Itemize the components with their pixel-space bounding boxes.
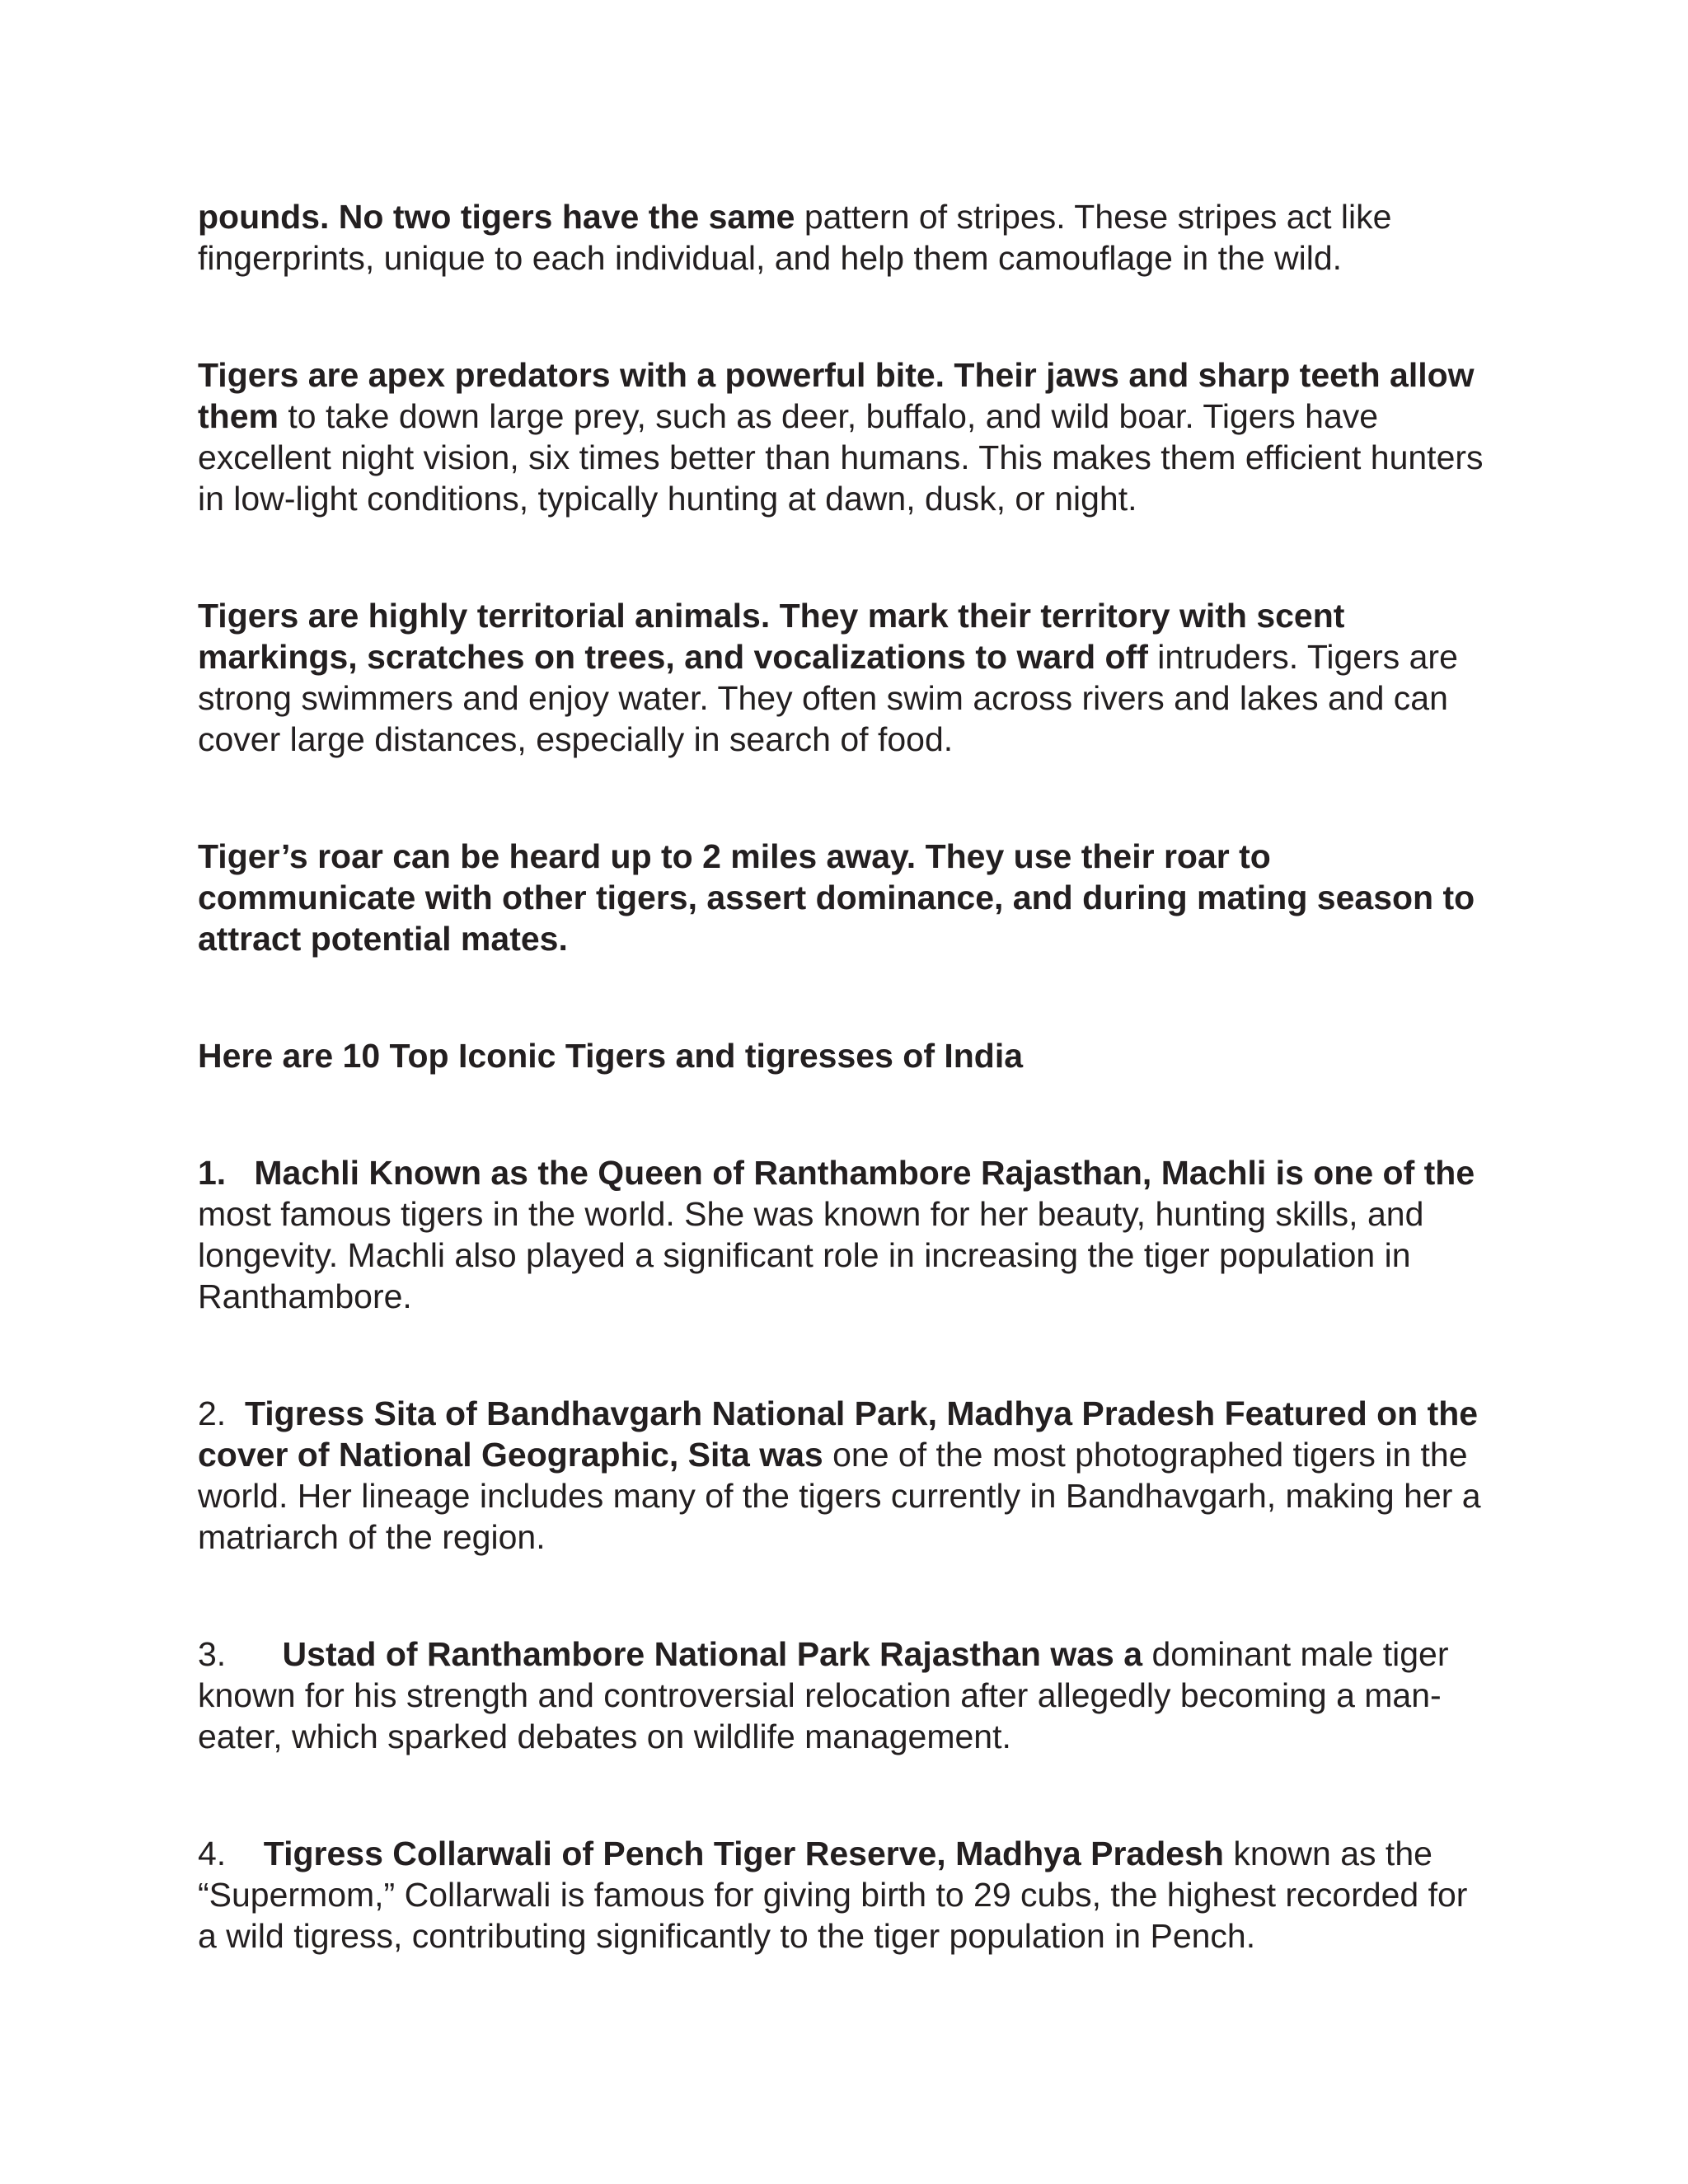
list-item-text: most famous tigers in the world. She was known for her beauty, hunting skills, and longevity. Machli also played a significant role in increasing the tiger population in Ranthambore. xyxy=(198,1195,1424,1315)
paragraph-territorial xyxy=(198,595,1492,760)
paragraph-bold-text: Tigers are apex predators with a powerful bite. Their jaws and sharp teeth allow them xyxy=(198,356,1475,435)
list-item-text: one of the most photographed tigers in the world. Her lineage includes many of the tigers currently in Bandhavgarh, making her a matriarch of the region. xyxy=(198,1436,1481,1556)
list-item-bold-text: Ustad of Ranthambore National Park Rajasthan was a xyxy=(282,1635,1143,1673)
list-item-number: 2. xyxy=(198,1394,245,1432)
paragraph-bold-text: pounds. No two tigers have the same xyxy=(198,198,795,236)
document-body xyxy=(198,196,1492,2032)
paragraph-bold-text: Tigers are highly territorial animals. They mark their territory with scent markings, scratches on trees, and vocalizations to ward off xyxy=(198,597,1345,676)
list-item-machli xyxy=(198,1152,1492,1317)
paragraph-text: pattern of stripes. These stripes act like fingerprints, unique to each individual, and help them camouflage in the wild. xyxy=(198,198,1392,277)
list-item-sita xyxy=(198,1393,1492,1558)
list-item-collarwali xyxy=(198,1833,1492,1957)
paragraph-roar xyxy=(198,836,1492,959)
list-item-text: known as the “Supermom,” Collarwali is famous for giving birth to 29 cubs, the highest recorded for a wild tigress, contributing significantly to the tiger population in Pench. xyxy=(198,1835,1468,1955)
list-item-number: 3. xyxy=(198,1635,283,1673)
list-item-bold-text: Tigress Collarwali of Pench Tiger Reserve, Madhya Pradesh xyxy=(263,1835,1224,1872)
paragraph-text: intruders. Tigers are strong swimmers and enjoy water. They often swim across rivers and lakes and can cover large distances, especially in search of food. xyxy=(198,638,1458,758)
list-item-text: dominant male tiger known for his strength and controversial relocation after allegedly becoming a man-eater, which sparked debates on wildlife management. xyxy=(198,1635,1449,1755)
paragraph-stripes xyxy=(198,196,1492,279)
section-heading: Here are 10 Top Iconic Tigers and tigresses of India xyxy=(198,1037,1024,1075)
list-item-ustad xyxy=(198,1633,1492,1757)
paragraph-text: to take down large prey, such as deer, buffalo, and wild boar. Tigers have excellent night vision, six times better than humans. This makes them efficient hunters in low-light conditions, typically hunting at dawn, dusk, or night. xyxy=(198,397,1484,518)
list-item-bold-text: Tigress Sita of Bandhavgarh National Park, Madhya Pradesh Featured on the cover of National Geographic, Sita was xyxy=(198,1394,1479,1474)
list-item-number: 4. xyxy=(198,1835,264,1872)
paragraph-bold-text: Tiger’s roar can be heard up to 2 miles away. They use their roar to communicate with other tigers, assert dominance, and during mating season to attract potential mates. xyxy=(198,837,1475,958)
list-item-number: 1. xyxy=(198,1154,255,1192)
paragraph-predators xyxy=(198,354,1492,519)
list-item-bold-text: Machli Known as the Queen of Ranthambore Rajasthan, Machli is one of the xyxy=(254,1154,1475,1192)
